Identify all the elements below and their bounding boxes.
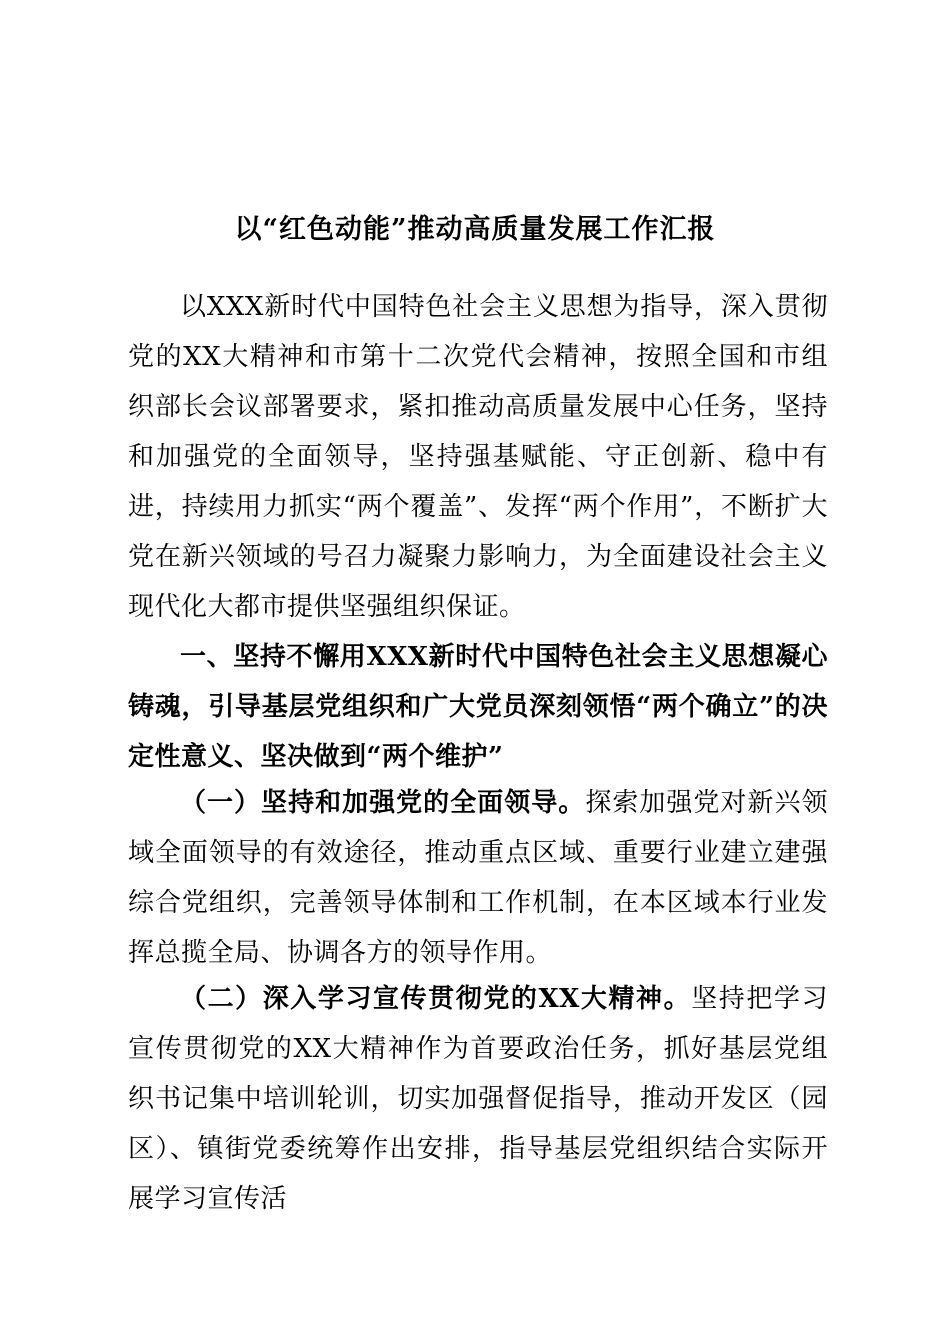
section-heading-1: 一、坚持不懈用XXX新时代中国特色社会主义思想凝心铸魂，引导基层党组织和广大党员深刻领悟“两个确立”的决定性意义、坚决做到“两个维护” — [128, 642, 828, 772]
item-text-2: 坚持把学习宣传贯彻党的XX大精神作为首要政治任务，抓好基层党组织书记集中培训轮训，切实加强督促指导，推动开发区（园区）、镇街党委统筹作出安排，指导基层党组织结合实际开展学习宣传活 — [128, 984, 828, 1214]
item-text-1: 探索加强党对新兴领域全面领导的有效途径，推动重点区域、重要行业建立建强综合党组织，完善领导体制和工作机制，在本区域本行业发挥总揽全局、协调各方的领导作用。 — [128, 788, 828, 968]
item-paragraph-2 — [128, 974, 828, 1224]
item-paragraph-1 — [128, 778, 828, 978]
item-lead-1: （一）坚持和加强党的全面领导。 — [180, 788, 586, 818]
intro-paragraph: 以XXX新时代中国特色社会主义思想为指导，深入贯彻党的XX大精神和市第十二次党代会精神，按照全国和市组织部长会议部署要求，紧扣推动高质量发展中心任务，坚持和加强党的全面领导，坚持强基赋能、守正创新、稳中有进，持续用力抓实“两个覆盖”、发挥“两个作用”，不断扩大党在新兴领域的号召力凝聚力影响力，为全面建设社会主义现代化大都市提供坚强组织保证。 — [128, 292, 828, 622]
document-title: 以“红色动能”推动高质量发展工作汇报 — [234, 214, 716, 245]
item-lead-2: （二）深入学习宣传贯彻党的XX大精神。 — [180, 984, 692, 1014]
